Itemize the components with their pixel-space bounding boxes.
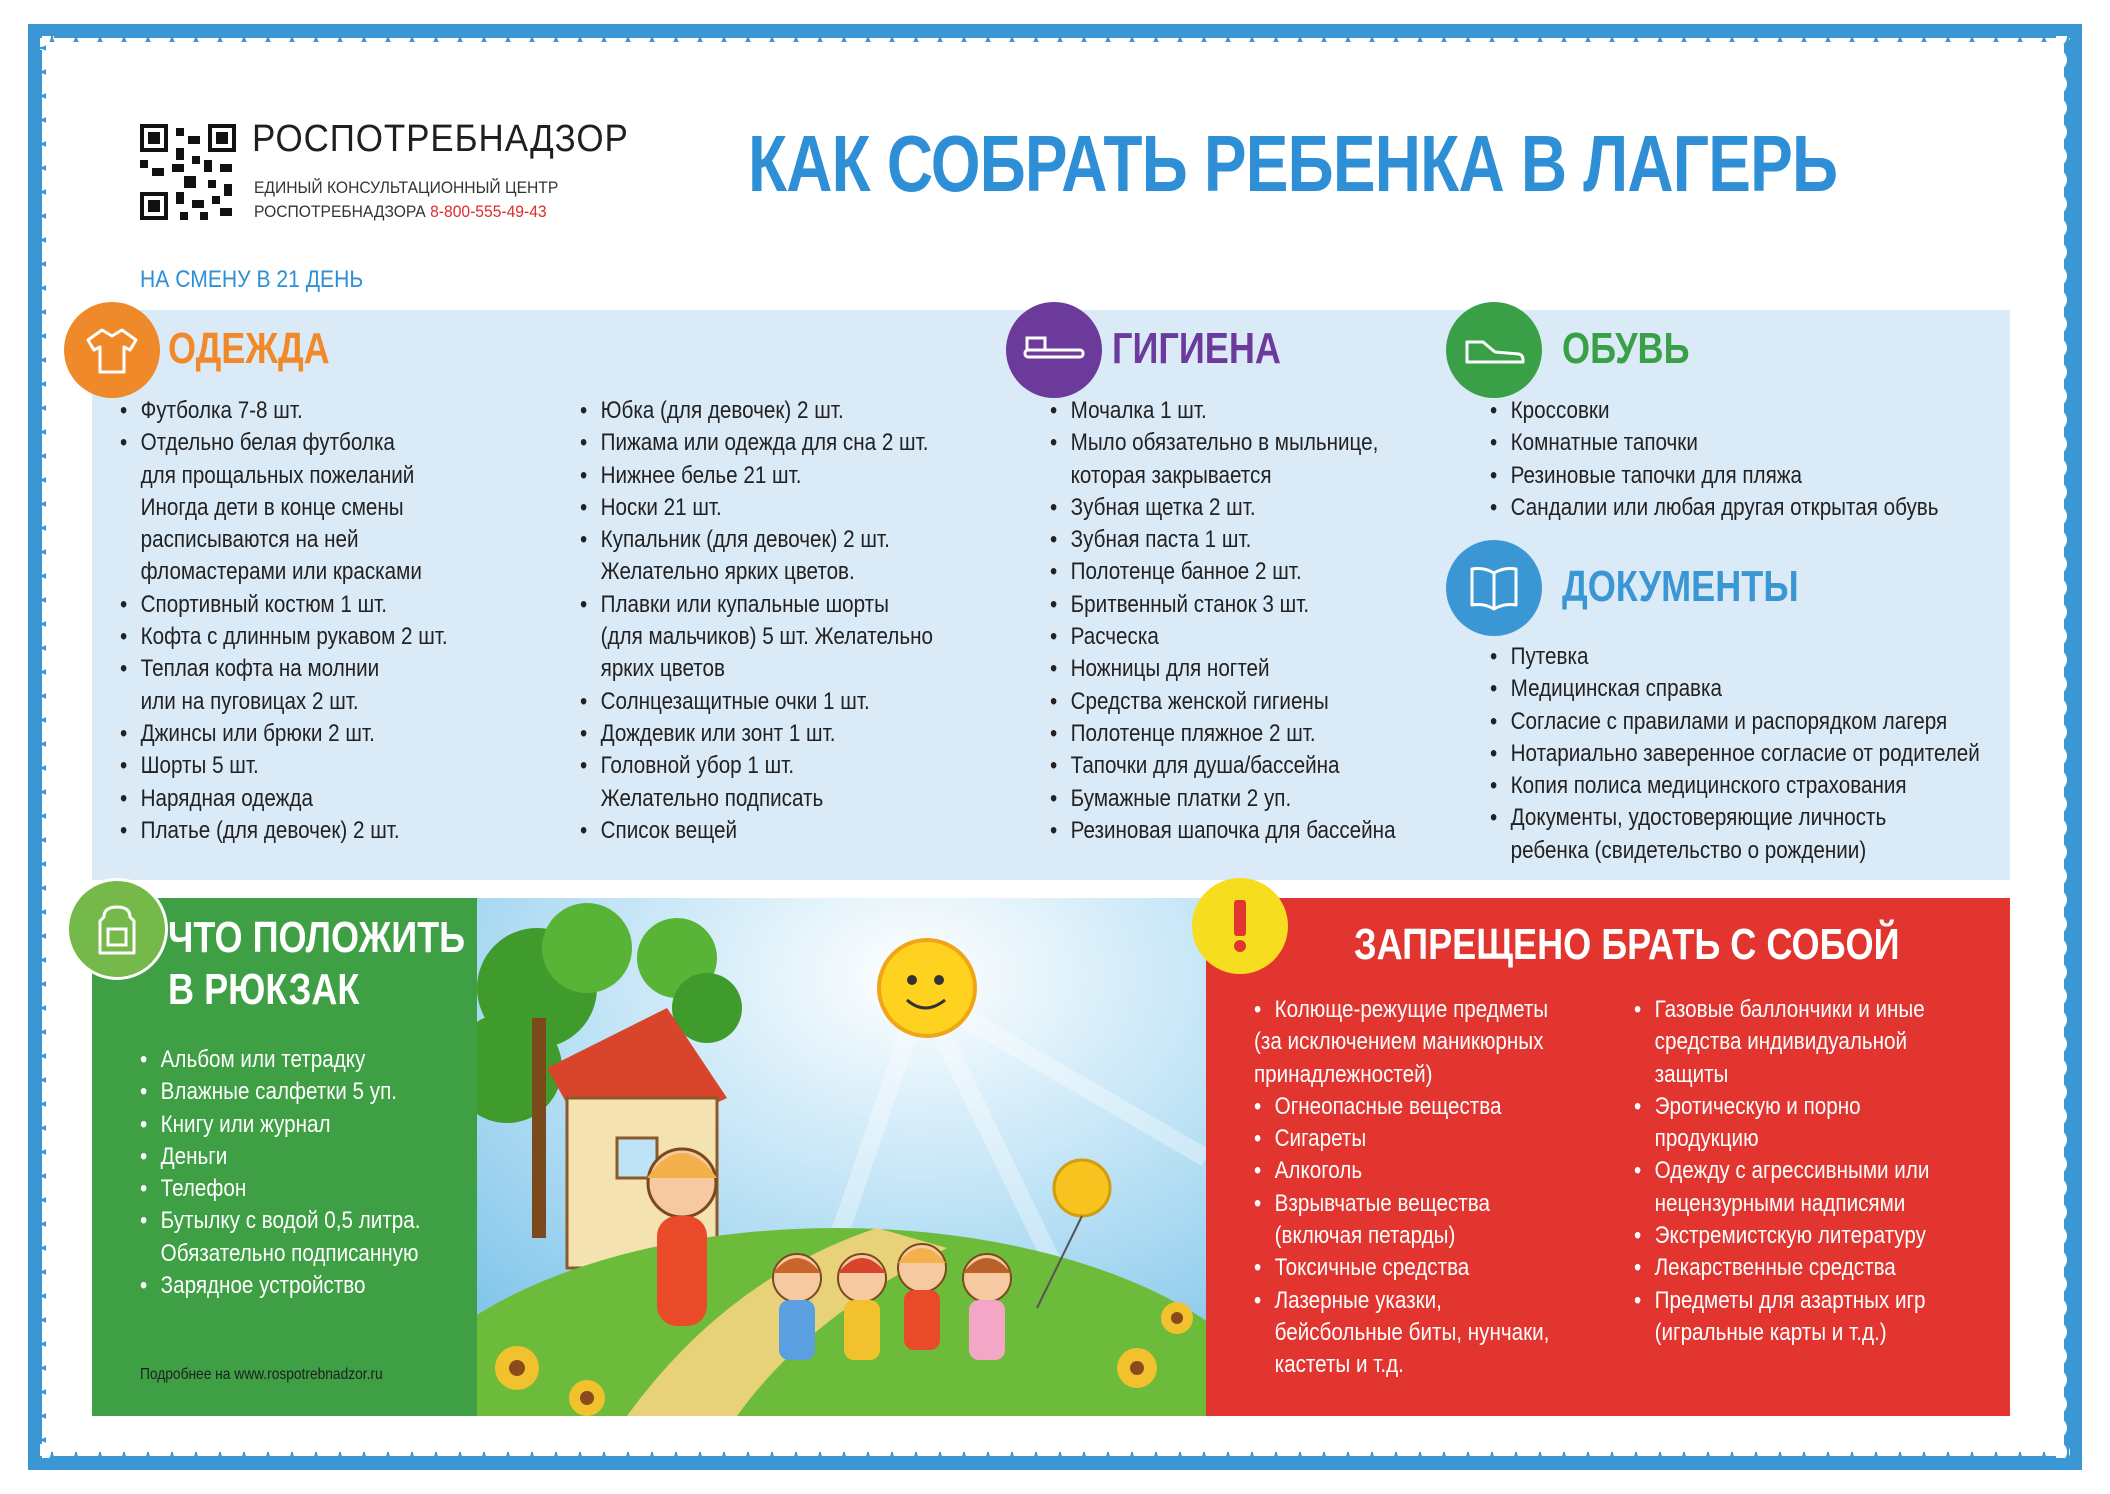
list-item: фломастерами или красками <box>140 558 422 586</box>
list-item: расписываются на ней <box>140 526 359 554</box>
list-item: • Отдельно белая футболка <box>120 427 516 459</box>
forbidden-title: ЗАПРЕЩЕНО БРАТЬ С СОБОЙ <box>1354 920 1900 969</box>
list-item: • Зубная паста 1 шт. <box>1050 524 1420 556</box>
footer-link[interactable]: Подробнее на www.rospotrebnadzor.ru <box>140 1366 383 1383</box>
list-item: кастеты и т.д. <box>1274 1351 1404 1379</box>
list-item: (игральные карты и т.д.) <box>1654 1318 1887 1346</box>
list-item: • Джинсы или брюки 2 шт. <box>120 718 516 750</box>
list-item: • Зарядное устройство <box>140 1270 458 1302</box>
list-item: для прощальных пожеланий <box>140 461 415 489</box>
list-item: ярких цветов <box>600 655 725 683</box>
backpack-icon <box>66 878 168 980</box>
list-item: • Предметы для азартных игр <box>1634 1285 1961 1317</box>
list-item: • Купальник (для девочек) 2 шт. <box>580 524 976 556</box>
hotline-phone[interactable]: 8-800-555-49-43 <box>430 202 547 221</box>
list-item: Желательно подписать <box>600 784 824 812</box>
list-item: • Медицинская справка <box>1490 673 1989 705</box>
sneaker-icon <box>1446 302 1542 398</box>
list-item: • Комнатные тапочки <box>1490 427 1972 459</box>
hygiene-title: ГИГИЕНА <box>1112 324 1281 373</box>
list-item: или на пуговицах 2 шт. <box>140 687 359 715</box>
camp-illustration <box>477 898 1206 1416</box>
list-item: Обязательно подписанную <box>160 1239 419 1267</box>
list-item: • Дождевик или зонт 1 шт. <box>580 718 976 750</box>
list-item: • Согласие с правилами и распорядком лагеря <box>1490 706 1989 738</box>
list-item: • Книгу или журнал <box>140 1109 458 1141</box>
qr-code-icon <box>140 124 236 220</box>
list-item: • Пижама или одежда для сна 2 шт. <box>580 427 976 459</box>
list-item: • Лекарственные средства <box>1634 1252 1961 1284</box>
list-item: • Расческа <box>1050 621 1420 653</box>
clothes-list-1 <box>120 395 516 847</box>
list-item: • Огнеопасные вещества <box>1254 1091 1581 1123</box>
forbidden-list-1 <box>1254 994 1581 1382</box>
list-item: • Документы, удостоверяющие личность <box>1490 802 1989 834</box>
list-item: • Теплая кофта на молнии <box>120 653 516 685</box>
backpack-title: ЧТО ПОЛОЖИТЬ В РЮКЗАК <box>168 913 466 1014</box>
org-name: РОСПОТРЕБНАДЗОР <box>252 118 629 160</box>
list-item: • Нотариально заверенное согласие от родителей <box>1490 738 1989 770</box>
list-item: средства индивидуальной <box>1654 1028 1908 1056</box>
list-item: принадлежностей) <box>1254 1060 1433 1088</box>
list-item: Желательно ярких цветов. <box>600 558 855 586</box>
list-item: • Солнцезащитные очки 1 шт. <box>580 686 976 718</box>
clothes-list-2 <box>580 395 976 847</box>
list-item: • Полотенце банное 2 шт. <box>1050 556 1420 588</box>
list-item: • Алкоголь <box>1254 1155 1581 1187</box>
list-item: бейсбольные биты, нунчаки, <box>1274 1318 1550 1346</box>
list-item: которая закрывается <box>1070 461 1272 489</box>
list-item: • Тапочки для душа/бассейна <box>1050 750 1420 782</box>
list-item: • Путевка <box>1490 641 1989 673</box>
documents-list <box>1490 641 1989 867</box>
list-item: • Колюще-режущие предметы <box>1254 994 1581 1026</box>
list-item: • Нарядная одежда <box>120 783 516 815</box>
list-item: • Юбка (для девочек) 2 шт. <box>580 395 976 427</box>
list-item: • Кофта с длинным рукавом 2 шт. <box>120 621 516 653</box>
list-item: (включая петарды) <box>1274 1222 1456 1250</box>
shoes-list <box>1490 395 1972 524</box>
list-item: • Футболка 7-8 шт. <box>120 395 516 427</box>
list-item: • Лазерные указки, <box>1254 1285 1581 1317</box>
list-item: • Спортивный костюм 1 шт. <box>120 589 516 621</box>
org-subtitle: ЕДИНЫЙ КОНСУЛЬТАЦИОННЫЙ ЦЕНТР <box>254 178 559 197</box>
list-item: • Зубная щетка 2 шт. <box>1050 492 1420 524</box>
org-subtitle-2: РОСПОТРЕБНАДЗОРА 8-800-555-49-43 <box>254 202 547 221</box>
list-item: Иногда дети в конце смены <box>140 493 404 521</box>
tshirt-icon <box>64 302 160 398</box>
list-item: нецензурными надписями <box>1654 1189 1906 1217</box>
list-item: • Ножницы для ногтей <box>1050 653 1420 685</box>
list-item: • Резиновая шапочка для бассейна <box>1050 815 1420 847</box>
list-item: • Сандалии или любая другая открытая обувь <box>1490 492 1972 524</box>
list-item: • Нижнее белье 21 шт. <box>580 460 976 492</box>
shift-subtitle: НА СМЕНУ В 21 ДЕНЬ <box>140 266 364 293</box>
list-item: защиты <box>1654 1060 1729 1088</box>
list-item: • Бумажные платки 2 уп. <box>1050 783 1420 815</box>
list-item: • Полотенце пляжное 2 шт. <box>1050 718 1420 750</box>
list-item: • Мыло обязательно в мыльнице, <box>1050 427 1420 459</box>
backpack-list <box>140 1044 458 1302</box>
list-item: • Мочалка 1 шт. <box>1050 395 1420 427</box>
list-item: • Шорты 5 шт. <box>120 750 516 782</box>
list-item: • Взрывчатые вещества <box>1254 1188 1581 1220</box>
list-item: (для мальчиков) 5 шт. Желательно <box>600 623 933 651</box>
shoes-title: ОБУВЬ <box>1562 324 1690 373</box>
documents-title: ДОКУМЕНТЫ <box>1562 562 1799 611</box>
list-item: • Влажные салфетки 5 уп. <box>140 1076 458 1108</box>
forbidden-list-2 <box>1634 994 1961 1349</box>
list-item: • Резиновые тапочки для пляжа <box>1490 460 1972 492</box>
list-item: • Сигареты <box>1254 1123 1581 1155</box>
list-item: • Головной убор 1 шт. <box>580 750 976 782</box>
hygiene-list <box>1050 395 1420 847</box>
list-item: • Одежду с агрессивными или <box>1634 1155 1961 1187</box>
list-item: • Альбом или тетрадку <box>140 1044 458 1076</box>
list-item: • Список вещей <box>580 815 976 847</box>
list-item: • Газовые баллончики и иные <box>1634 994 1961 1026</box>
list-item: • Бритвенный станок 3 шт. <box>1050 589 1420 621</box>
list-item: • Эротическую и порно <box>1634 1091 1961 1123</box>
warning-icon <box>1192 878 1288 974</box>
toothbrush-icon <box>1006 302 1102 398</box>
list-item: • Носки 21 шт. <box>580 492 976 524</box>
list-item: • Телефон <box>140 1173 458 1205</box>
list-item: • Кроссовки <box>1490 395 1972 427</box>
list-item: продукцию <box>1654 1125 1759 1153</box>
list-item: • Бутылку с водой 0,5 литра. <box>140 1205 458 1237</box>
list-item: • Экстремистскую литературу <box>1634 1220 1961 1252</box>
list-item: • Платье (для девочек) 2 шт. <box>120 815 516 847</box>
book-icon <box>1446 540 1542 636</box>
list-item: • Токсичные средства <box>1254 1252 1581 1284</box>
page-title: КАК СОБРАТЬ РЕБЕНКА В ЛАГЕРЬ <box>748 119 1838 208</box>
list-item: ребенка (свидетельство о рождении) <box>1510 836 1867 864</box>
list-item: • Копия полиса медицинского страхования <box>1490 770 1989 802</box>
list-item: • Деньги <box>140 1141 458 1173</box>
list-item: (за исключением маникюрных <box>1254 1028 1544 1056</box>
clothes-title: ОДЕЖДА <box>168 324 330 373</box>
list-item: • Средства женской гигиены <box>1050 686 1420 718</box>
list-item: • Плавки или купальные шорты <box>580 589 976 621</box>
